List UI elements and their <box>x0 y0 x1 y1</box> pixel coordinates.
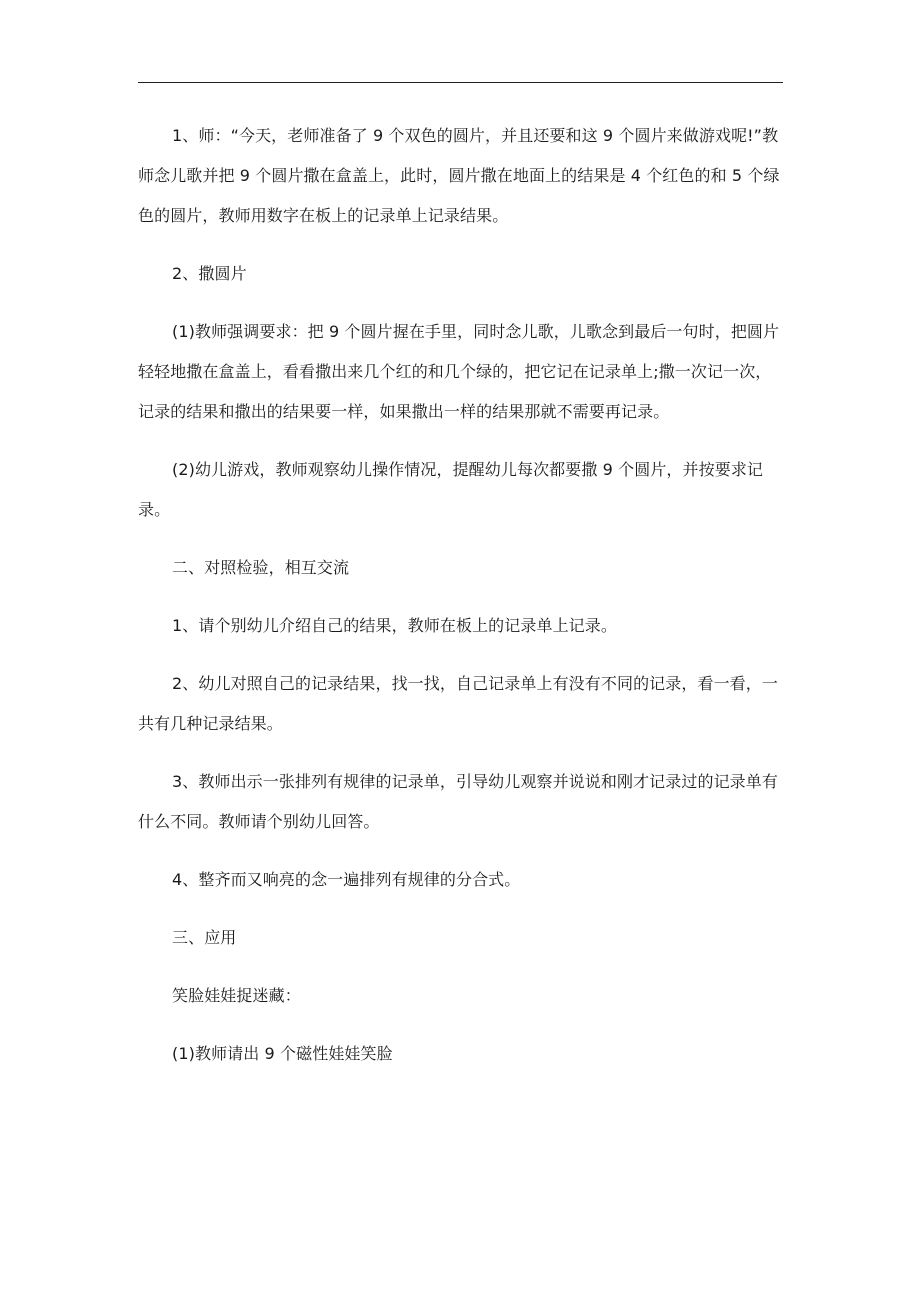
paragraph-introduce-results: 1、请个别幼儿介绍自己的结果，教师在板上的记录单上记录。 <box>172 616 617 635</box>
paragraph-magnetic-faces: (1)教师请出 9 个磁性娃娃笑脸 <box>172 1044 393 1063</box>
paragraph-show-record-sheet: 3、教师出示一张排列有规律的记录单，引导幼儿观察并说说和刚才记录过的记录单有什么不同。教师请个别幼儿回答。 <box>138 772 778 831</box>
paragraph-recite-formula: 4、整齐而又响亮的念一遍排列有规律的分合式。 <box>172 870 521 889</box>
paragraph-teacher-requirements: (1)教师强调要求：把 9 个圆片握在手里，同时念儿歌，儿歌念到最后一句时，把圆片轻轻地撒在盒盖上，看看撒出来几个红的和几个绿的，把它记在记录单上;撒一次记一次，记录的结果和撒出的结果要一样，如果撒出一样的结果那就不需要再记录。 <box>138 322 780 421</box>
paragraph-step-1-teacher-intro: 1、师：“今天，老师准备了 9 个双色的圆片，并且还要和这 9 个圆片来做游戏呢!”教师念儿歌并把 9 个圆片撒在盒盖上，此时，圆片撒在地面上的结果是 4 个红色的和 5 个绿色的圆片，教师用数字在板上的记录单上记录结果。 <box>138 126 780 225</box>
header-divider <box>138 82 783 83</box>
heading-scatter-discs: 2、撒圆片 <box>172 264 247 283</box>
heading-compare-exchange: 二、对照检验，相互交流 <box>172 558 350 577</box>
paragraph-hide-and-seek: 笑脸娃娃捉迷藏： <box>172 986 301 1005</box>
heading-application: 三、应用 <box>172 928 237 947</box>
paragraph-children-game: (2)幼儿游戏，教师观察幼儿操作情况，提醒幼儿每次都要撒 9 个圆片，并按要求记录。 <box>138 460 764 519</box>
document-body <box>138 116 786 1074</box>
paragraph-compare-records: 2、幼儿对照自己的记录结果，找一找，自己记录单上有没有不同的记录，看一看，一共有几种记录结果。 <box>138 674 778 733</box>
